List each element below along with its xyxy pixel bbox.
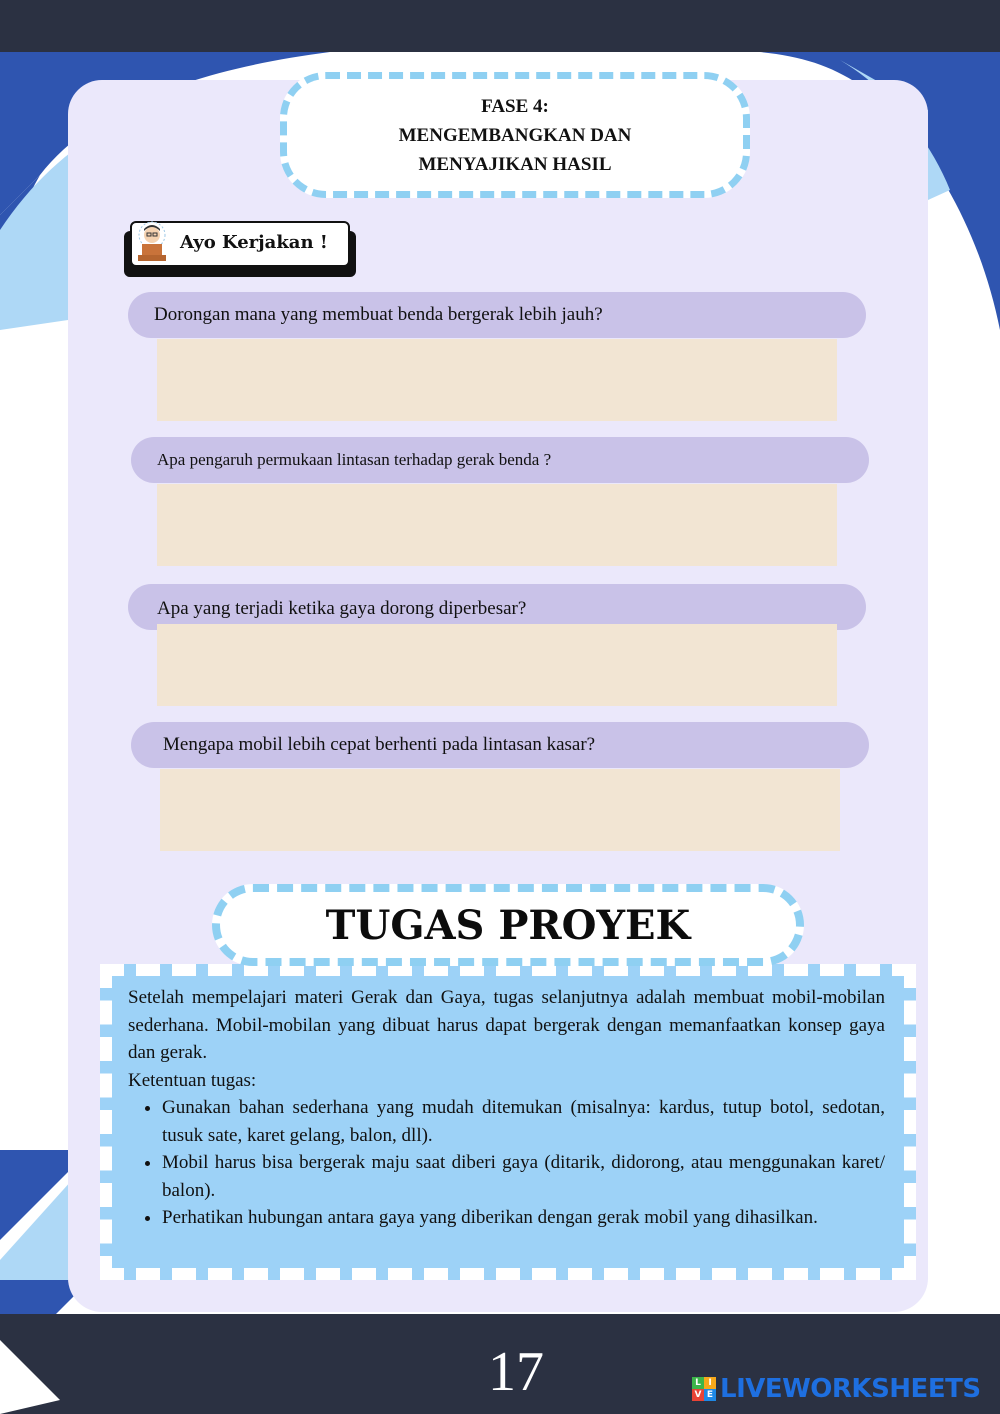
project-intro: Setelah mempelajari materi Gerak dan Gaya, tugas selanjutnya adalah membuat mobil-mobilan sederhana. Mobil-mobilan yang dibuat harus dapat bergerak dengan memanfaatkan konsep gaya dan gerak.: [128, 987, 885, 1063]
question-4: [131, 722, 869, 768]
project-rule: • Mobil harus bisa bergerak maju saat diberi gaya (ditarik, didorong, atau menggunakan karet/ balon).: [162, 1149, 885, 1204]
phase-title-line1: MENGEMBANGKAN DAN: [398, 124, 632, 146]
liveworksheets-mark-icon: [692, 1377, 716, 1401]
logo-mark-letter: I: [704, 1377, 716, 1389]
question-4-text: Mengapa mobil lebih cepat berhenti pada lintasan kasar?: [163, 734, 596, 755]
question-1: [128, 292, 866, 338]
project-rules-heading: Ketentuan tugas:: [128, 1069, 257, 1091]
liveworksheets-name: LIVEWORKSHEETS: [720, 1374, 981, 1404]
ayo-kerjakan-badge: [124, 221, 356, 277]
answer-field-4[interactable]: [160, 769, 840, 851]
logo-mark-letter: L: [692, 1377, 704, 1389]
answer-field-3[interactable]: [157, 624, 837, 706]
project-rule: • Gunakan bahan sederhana yang mudah ditemukan (misalnya: kardus, tutup botol, sedotan, tusuk sate, karet gelang, balon, dll).: [162, 1094, 885, 1149]
phase-number: FASE 4:: [481, 95, 549, 117]
question-2-text: Apa pengaruh permukaan lintasan terhadap gerak benda ?: [157, 450, 552, 469]
question-3-text: Apa yang terjadi ketika gaya dorong diperbesar?: [157, 598, 527, 619]
project-rules-list: [128, 1094, 885, 1232]
question-2: [131, 437, 869, 483]
liveworksheets-logo[interactable]: [692, 1373, 992, 1405]
ayo-kerjakan-label: Ayo Kerjakan !: [180, 232, 328, 253]
phase-title-line2: MENYAJIKAN HASIL: [418, 153, 612, 175]
logo-mark-letter: E: [704, 1389, 716, 1401]
phase-header: [280, 72, 750, 198]
question-1-text: Dorongan mana yang membuat benda bergerak lebih jauh?: [154, 304, 603, 325]
logo-mark-letter: V: [692, 1389, 704, 1401]
student-writing-icon: [130, 217, 174, 265]
project-rule: • Perhatikan hubungan antara gaya yang diberikan dengan gerak mobil yang dihasilkan.: [162, 1204, 885, 1232]
project-description: [128, 984, 885, 1232]
project-title: TUGAS PROYEK: [212, 884, 804, 966]
answer-field-2[interactable]: [157, 484, 837, 566]
corner-decoration: [0, 1300, 90, 1414]
page-number: 17: [488, 1341, 544, 1403]
answer-field-1[interactable]: [157, 339, 837, 421]
